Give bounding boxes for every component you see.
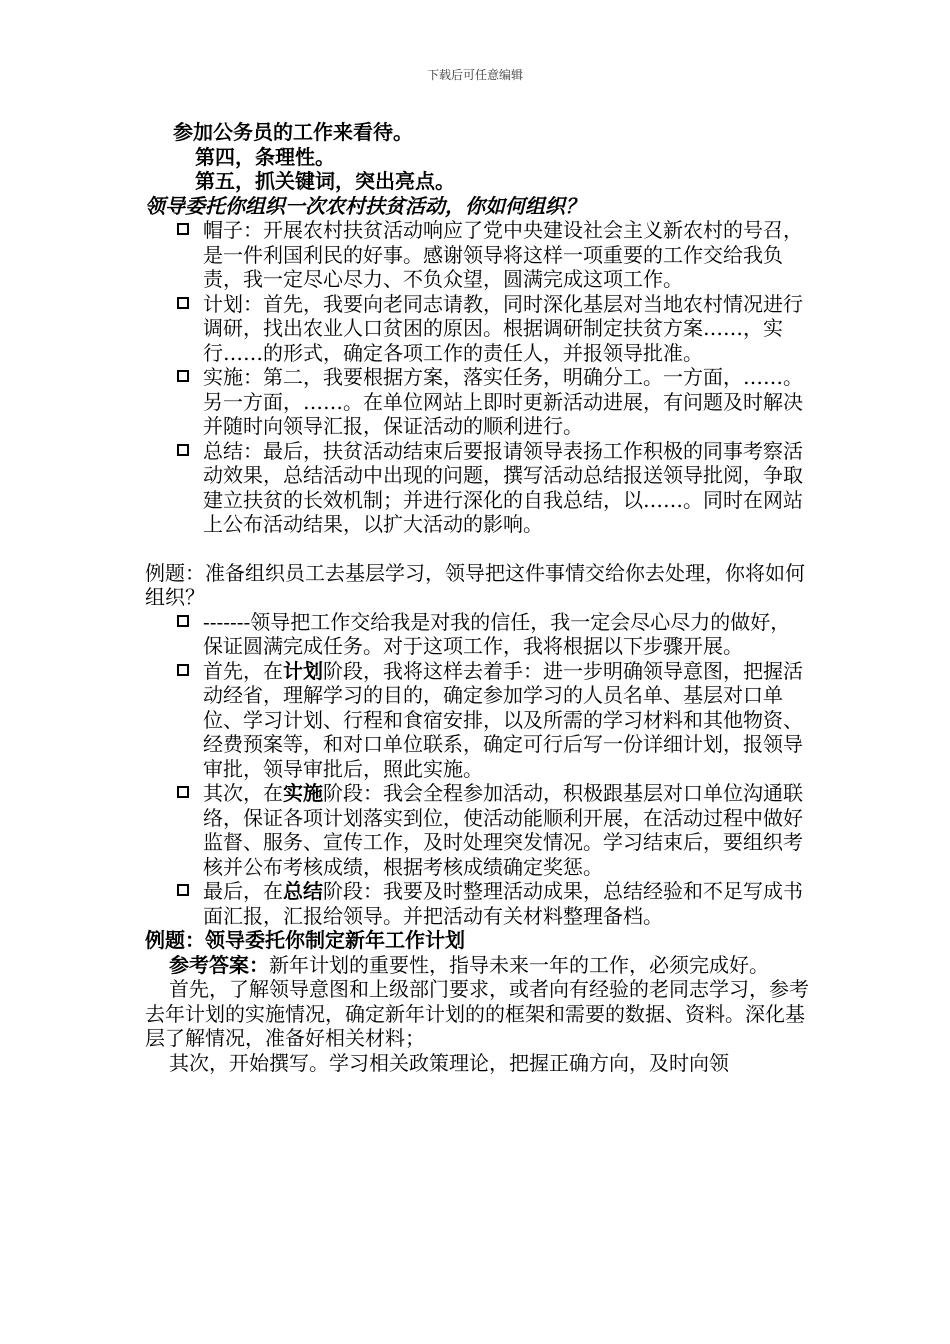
answer-label: 参考答案： (169, 952, 269, 977)
list-item-text: -------领导把工作交给我是对我的信任，我一定会尽心尽力的做好，保证圆满完成任务。对于这项工作，我将根据以下步骤开展。 (203, 609, 791, 658)
question-title: 例题：领导委托你制定新年工作计划 (145, 928, 465, 952)
list-item-keyword: 计划 (283, 658, 323, 683)
checkbox-bullet-icon (177, 786, 189, 798)
answer-paragraph (145, 953, 810, 978)
list-item-text: 阶段：我会全程参加活动，积极跟基层对口单位沟通联络，保证各项计划落实到位，使活动能顺利开展，在活动过程中做好监督、服务、宣传工作，及时处理突发情况。学习结束后，要组织考核并公布考核成绩，根据考核成绩确定奖惩。 (203, 781, 803, 879)
list-item (145, 365, 810, 439)
answer-text: 新年计划的重要性，指导未来一年的工作，必须完成好。 (269, 952, 769, 977)
paragraph: 首先，了解领导意图和上级部门要求，或者向有经验的老同志学习，参考去年计划的实施情况，确定新年计划的的框架和需要的数据、资料。深化基层了解情况，准备好相关材料； (145, 977, 809, 1050)
list-item (145, 610, 810, 659)
list-item-text: 总结：最后，扶贫活动结束后要报请领导表扬工作积极的同事考察活动效果，总结活动中出现的问题，撰写活动总结报送领导批阅，争取建立扶贫的长效机制；并进行深化的自我总结，以……。同时在网站上公布活动结果，以扩大活动的影响。 (203, 438, 803, 536)
text-line: 第五，抓关键词，突出亮点。 (195, 169, 455, 193)
list-item-text: 实施：第二，我要根据方案，落实任务，明确分工。一方面，……。另一方面，……。在单位网站上即时更新活动进展，有问题及时解决并随时向领导汇报，保证活动的顺利进行。 (203, 365, 803, 438)
checkbox-bullet-icon (177, 370, 189, 382)
question-title: 领导委托你组织一次农村扶贫活动，你如何组织？ (145, 193, 585, 218)
checkbox-bullet-icon (177, 664, 189, 676)
list-item-keyword: 实施 (283, 781, 323, 805)
list-item (145, 218, 810, 292)
page-header: 下载后可任意编辑 (426, 68, 523, 82)
checkbox-bullet-icon (177, 884, 189, 896)
question-title: 例题：准备组织员工去基层学习，领导把这件事情交给你去处理，你将如何组织？ (145, 560, 805, 609)
list-item-text: 阶段：我要及时整理活动成果，总结经验和不足写成书面汇报，汇报给领导。并把活动有关材料整理备档。 (203, 879, 803, 928)
text-line: 第四，条理性。 (195, 144, 335, 169)
document-body (145, 120, 810, 1075)
checkbox-bullet-icon (177, 297, 189, 309)
list-item-keyword: 总结 (283, 879, 323, 903)
list-item-text: 帽子：开展农村扶贫活动响应了党中央建设社会主义新农村的号召，是一件利国利民的好事。感谢领导将这样一项重要的工作交给我负责，我一定尽心尽力、不负众望，圆满完成这项工作。 (203, 218, 803, 291)
list-item-prefix: 首先，在 (203, 658, 283, 683)
list-item-prefix: 其次，在 (203, 781, 283, 805)
list-item (145, 879, 810, 928)
text-line: 参加公务员的工作来看待。 (173, 120, 413, 144)
list-item (145, 781, 810, 879)
list-item-text: 阶段，我将这样去着手：进一步明确领导意图，把握活动经省，理解学习的目的，确定参加学习的人员名单、基层对口单位、学习计划、行程和食宿安排，以及所需的学习材料和其他物资、经费预案等，和对口单位联系，确定可行后写一份详细计划，报领导审批，领导审批后，照此实施。 (203, 658, 803, 781)
paragraph: 其次，开始撰写。学习相关政策理论，把握正确方向，及时向领 (169, 1050, 729, 1075)
list-item (145, 439, 810, 537)
list-item-prefix: 最后，在 (203, 879, 283, 903)
checkbox-bullet-icon (177, 223, 189, 235)
list-item-text: 计划：首先，我要向老同志请教，同时深化基层对当地农村情况进行调研，找出农业人口贫困的原因。根据调研制定扶贫方案……，实行……的形式，确定各项工作的责任人，并报领导批准。 (203, 291, 803, 365)
checkbox-bullet-icon (177, 615, 189, 627)
list-item (145, 659, 810, 782)
list-item (145, 292, 810, 366)
checkbox-bullet-icon (177, 444, 189, 456)
